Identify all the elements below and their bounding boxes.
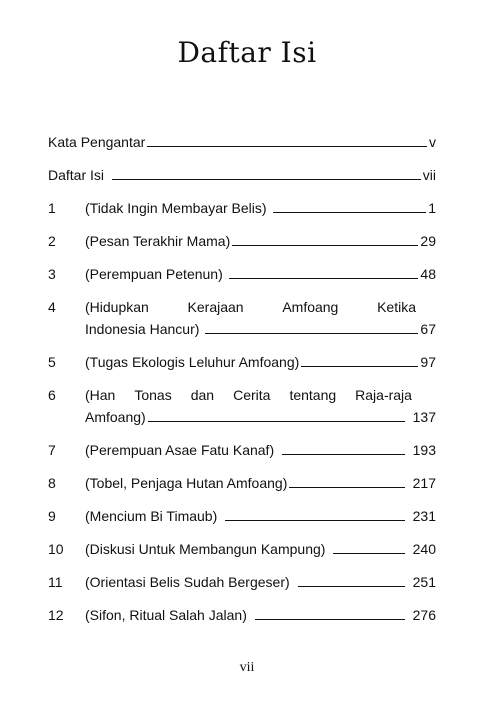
entry-page: 97 [420,354,436,370]
leader-line [232,245,418,246]
entry-page: 251 [412,574,436,590]
entry-title: Kata Pengantar [48,134,146,150]
entry-title-word: dan [190,387,215,403]
toc-entry [48,351,436,373]
toc-entry [48,384,436,428]
entry-title: (Perempuan Asae Fatu Kanaf) [85,442,275,458]
entry-number: 6 [48,387,56,403]
entry-title-word: Ketika [377,299,416,315]
leader-line [273,212,427,213]
entry-title-word: Tonas [134,387,172,403]
entry-title: (Perempuan Petenun) [85,266,223,282]
leader-line [282,454,405,455]
entry-title-word: (Hidupkan [85,299,149,315]
entry-title-word: Cerita [233,387,271,403]
entry-page: 48 [420,266,436,282]
entry-number: 1 [48,200,56,216]
toc-entry-kata-pengantar [48,131,436,153]
entry-number: 3 [48,266,56,282]
entry-title: (Tugas Ekologis Leluhur Amfoang) [85,354,300,370]
toc-entry [48,571,436,593]
toc-entry [48,263,436,285]
leader-line [112,179,421,180]
entry-title-word: Amfoang [282,299,339,315]
entry-page: 1 [428,200,436,216]
leader-line [225,520,404,521]
entry-page: 29 [420,233,436,249]
toc-entry [48,230,436,252]
entry-title: Daftar Isi [48,167,105,183]
entry-title-word: Kerajaan [187,299,244,315]
leader-line [289,487,404,488]
toc-entry [48,472,436,494]
entry-number: 8 [48,475,56,491]
toc-entry [48,296,436,340]
entry-page: 217 [412,475,436,491]
entry-title: (Mencium Bi Timaub) [85,508,218,524]
entry-title: (Orientasi Belis Sudah Bergeser) [85,574,290,590]
entry-title: (Sifon, Ritual Salah Jalan) [85,607,247,623]
entry-page: 231 [412,508,436,524]
entry-title: (Pesan Terakhir Mama) [85,233,231,249]
entry-title: (Tobel, Penjaga Hutan Amfoang) [85,475,288,491]
toc-entry-daftar-isi [48,164,436,186]
entry-page: 137 [412,409,436,425]
leader-line [333,553,404,554]
entry-page: 240 [412,541,436,557]
leader-line [148,421,405,422]
entry-number: 4 [48,299,56,315]
entry-number: 10 [48,541,64,557]
leader-line [255,619,405,620]
entry-title-word: (Han [85,387,116,403]
table-of-contents [48,131,436,637]
leader-line [147,146,427,147]
leader-line [301,366,418,367]
toc-entry [48,604,436,626]
leader-line [205,333,418,334]
entry-number: 5 [48,354,56,370]
entry-number: 7 [48,442,56,458]
toc-entry [48,197,436,219]
entry-title: (Tidak Ingin Membayar Belis) [85,200,267,216]
page-title: Daftar Isi [177,36,317,69]
entry-number: 11 [48,574,63,590]
entry-page: 67 [420,321,436,337]
entry-title-word: tentang [289,387,337,403]
entry-number: 12 [48,607,64,623]
page-number-footer: vii [239,660,255,675]
leader-line [298,586,405,587]
leader-line [229,278,419,279]
entry-page: 193 [412,442,436,458]
entry-title: (Diskusi Untuk Membangun Kampung) [85,541,326,557]
entry-number: 2 [48,233,56,249]
entry-page: v [429,134,436,150]
entry-title: Amfoang) [85,409,146,425]
toc-entry [48,505,436,527]
entry-page: vii [422,167,436,183]
entry-title-word: Raja-raja [355,387,412,403]
entry-page: 276 [412,607,436,623]
entry-number: 9 [48,508,56,524]
toc-entry [48,538,436,560]
toc-entry [48,439,436,461]
entry-title: Indonesia Hancur) [85,321,200,337]
